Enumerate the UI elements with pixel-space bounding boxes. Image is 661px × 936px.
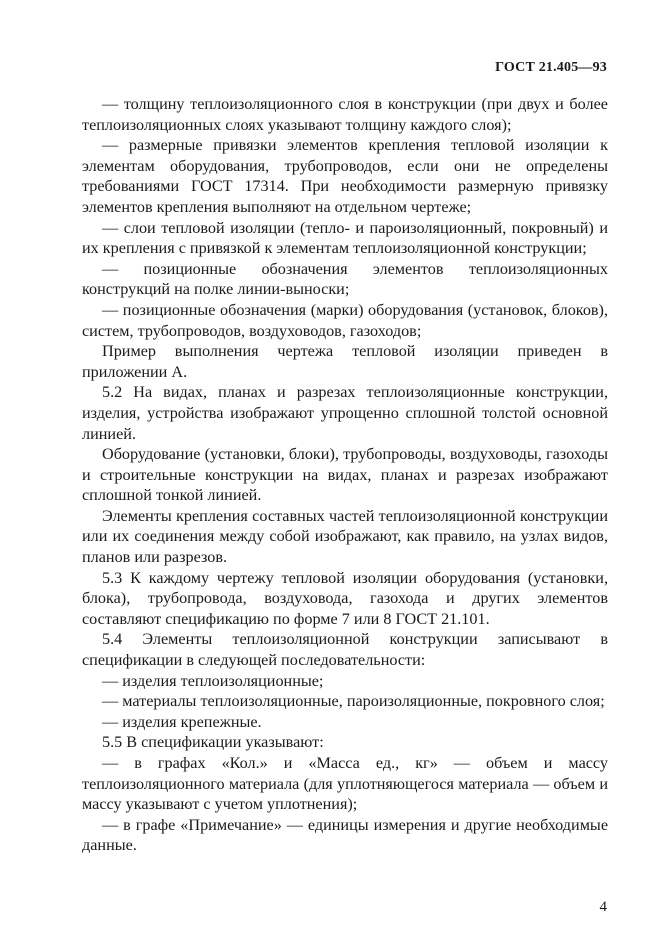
paragraph-section-5-4: 5.4 Элементы теплоизоляционной конструкции записывают в спецификации в следующей последовательности:: [82, 630, 608, 670]
list-item-quantity-mass: — в графах «Кол.» и «Масса ед., кг» — объем и массу теплоизоляционного материала (для уплотняющегося материала — объем и массу указывают с учетом уплотнения);: [82, 754, 608, 814]
list-item-notes: — в графе «Примечание» — единицы измерения и другие необходимые данные.: [82, 815, 608, 855]
page-number: 4: [599, 899, 607, 915]
paragraph-equipment-marks: — позиционные обозначения (марки) оборудования (установок, блоков), систем, трубопроводов, воздуховодов, газоходов;: [82, 300, 608, 340]
paragraph-section-5-2: 5.2 На видах, планах и разрезах теплоизоляционные конструкции, изделия, устройства изображают упрощенно сплошной толстой основной линией.: [82, 383, 608, 443]
paragraph-section-5-3: 5.3 К каждому чертежу тепловой изоляции оборудования (установки, блока), трубопровода, воздуховода, газохода и других элементов составляют спецификацию по форме 7 или 8 ГОСТ 21.101.: [82, 568, 608, 628]
paragraph-fastening-elements: Элементы крепления составных частей теплоизоляционной конструкции или их соединения между собой изображают, как правило, на узлах видов, планов или разрезов.: [82, 506, 608, 567]
paragraph-section-5-5: 5.5 В спецификации указывают:: [102, 733, 324, 752]
paragraph-example-reference: Пример выполнения чертежа тепловой изоляции приведен в приложении А.: [82, 342, 608, 381]
list-item-insulation-materials: — материалы теплоизоляционные, пароизоляционные, покровного слоя;: [102, 692, 605, 711]
list-item-fasteners: — изделия крепежные.: [102, 712, 262, 731]
paragraph-fastening-dimensions: — размерные привязки элементов крепления тепловой изоляции к элементам оборудования, трубопроводов, если они не определены требованиями ГОСТ 17314. При необходимости размерную привязку элементов крепления выполняют на отдельном чертеже;: [82, 136, 608, 216]
body-text: [82, 94, 608, 856]
paragraph-insulation-thickness: — толщину теплоизоляционного слоя в конструкции (при двух и более теплоизоляционных слоях указывают толщину каждого слоя);: [82, 95, 608, 134]
paragraph-insulation-layers: — слои тепловой изоляции (тепло- и пароизоляционный, покровный) и их крепления с привязкой к элементам теплоизоляционной конструкции;: [82, 218, 608, 258]
standard-header: ГОСТ 21.405—93: [495, 60, 607, 75]
list-item-insulation-products: — изделия теплоизоляционные;: [102, 671, 324, 690]
paragraph-equipment-lines: Оборудование (установки, блоки), трубопроводы, воздуховоды, газоходы и строительные конструкции на видах, планах и разрезах изображают сплошной тонкой линией.: [82, 445, 608, 505]
paragraph-position-designations: — позиционные обозначения элементов теплоизоляционных конструкций на полке линии-выноски;: [82, 259, 608, 299]
